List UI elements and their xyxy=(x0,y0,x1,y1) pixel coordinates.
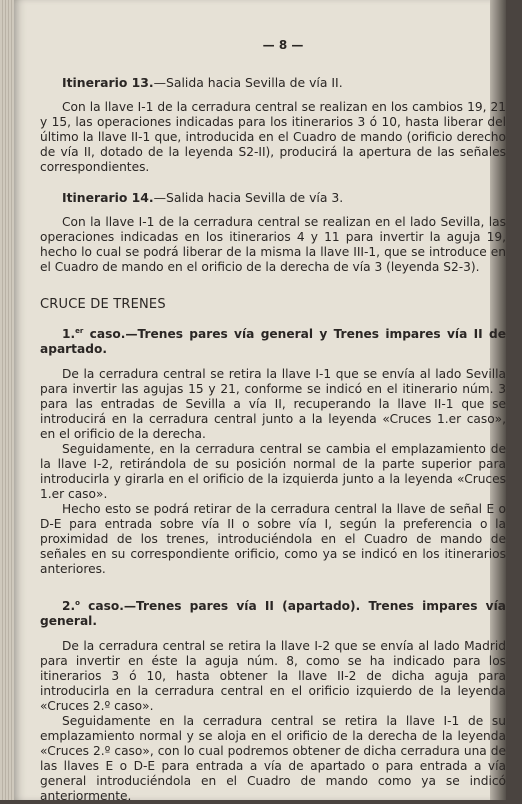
caso-2-heading xyxy=(40,599,506,629)
page-content xyxy=(40,38,506,804)
itinerario-13-body: Con la llave I-1 de la cerradura central se realizan en los cambios 19, 21 y 15, las operaciones indicadas para los itinerarios 3 ó 10, hasta liberar del último la llave II-1 que, introducida en el Cuadro de mando (orificio derecho de vía II, dotado de la leyenda S2-II), producirá la apertura de las señales correspondientes. xyxy=(40,100,506,174)
itinerario-14-body: Con la llave I-1 de la cerradura central se realizan en el lado Sevilla, las operaciones indicadas en los itinerarios 4 y 11 para invertir la aguja 19, hecho lo cual se podrá liberar de la misma la llave III-1, que se introduce en el Cuadro de mando en el orificio de la derecha de vía 3 (leyenda S2-3). xyxy=(40,215,506,274)
section-title: CRUCE DE TRENES xyxy=(40,297,166,312)
caso-1-paragraph-3: Hecho esto se podrá retirar de la cerradura central la llave de señal E o D-E para entrada sobre vía II o sobre vía I, según la preferencia o la proximidad de los trenes, introduciéndola en el Cuadro de mando de señales en su correspondiente orificio, como ya se indicó en los itinerarios anteriores. xyxy=(40,502,506,576)
caso-1-paragraph-2: Seguidamente, en la cerradura central se cambia el emplazamiento de la llave I-2, retirándola de su posición normal de la parte superior para introducirla y girarla en el orificio de la izquierda junto a la leyenda «Cruces 1.er caso». xyxy=(40,442,506,501)
caso-1-paragraph-1: De la cerradura central se retira la llave I-1 que se envía al lado Sevilla para invertir las agujas 15 y 21, conforme se indicó en el itinerario núm. 3 para las entradas de Sevilla a vía II, recuperando la llave II-1 que se introducirá en la cerradura central junto a la leyenda «Cruces 1.er caso», en el orificio de la derecha. xyxy=(40,367,506,441)
caso-2-superscript: o xyxy=(75,598,80,607)
caso-2-paragraph-2: Seguidamente en la cerradura central se retira la llave I-1 de su emplazamiento normal y se aloja en el orificio de la derecha de la leyenda «Cruces 2.º caso», con lo cual podremos obtener de dicha cerradura una de las llaves E o D-E para entrada a vía de apartado o para entrada a vía general introduciéndola en el Cuadro de mando como ya se indicó anteriormente. xyxy=(40,714,506,803)
caso-1-superscript: er xyxy=(75,326,84,335)
page-stack-edge xyxy=(0,0,14,800)
caso-1-heading xyxy=(40,327,506,357)
caso-1-number: 1. xyxy=(62,327,76,341)
caso-2-heading-text: caso.—Trenes pares vía II (apartado). Trenes impares vía general. xyxy=(40,599,506,628)
itinerario-13-heading xyxy=(40,75,506,90)
itinerario-14-heading xyxy=(40,190,506,205)
itinerario-13-title: —Salida hacia Sevilla de vía II. xyxy=(153,75,343,90)
itinerario-14-title: —Salida hacia Sevilla de vía 3. xyxy=(153,190,344,205)
caso-2-number: 2. xyxy=(62,599,76,613)
caso-2-paragraph-1: De la cerradura central se retira la llave I-2 que se envía al lado Madrid para invertir en éste la aguja núm. 8, como se ha indicado para los itinerarios 3 ó 10, hasta obtener la llave II-2 de dicha aguja para introducirla en la cerradura central en el orificio izquierdo de la leyenda «Cruces 2.º caso». xyxy=(40,639,506,713)
itinerario-13-label: Itinerario 13. xyxy=(62,75,154,90)
page-number: — 8 — xyxy=(262,38,304,52)
itinerario-14-label: Itinerario 14. xyxy=(62,190,154,205)
caso-1-heading-text: caso.—Trenes pares vía general y Trenes impares vía II de apartado. xyxy=(40,327,506,356)
